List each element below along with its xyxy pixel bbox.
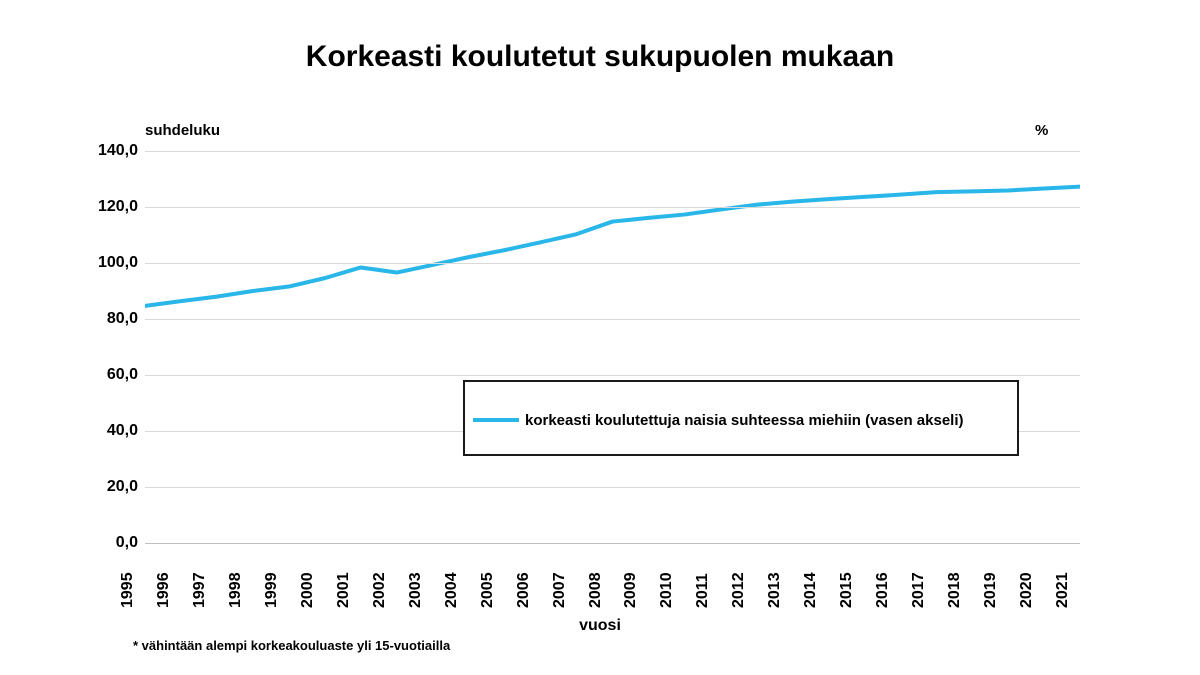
x-axis-tick-label: 2009 (622, 572, 640, 608)
y-axis-tick-label: 80,0 (106, 310, 138, 327)
x-axis-tick-label: 2007 (550, 572, 568, 608)
x-axis-tick-label: 1996 (154, 572, 172, 608)
x-axis-tick-label: 2001 (334, 572, 352, 608)
chart-footnote: * vähintään alempi korkeakouluaste yli 15-vuotiailla (133, 638, 451, 653)
gridline (145, 263, 1080, 264)
x-axis-tick-label: 2003 (406, 572, 424, 608)
x-axis-title: vuosi (579, 617, 621, 634)
y-axis-tick-label: 20,0 (106, 478, 138, 495)
x-axis-tick-label: 2002 (370, 572, 388, 608)
x-axis-tick-label: 2021 (1054, 572, 1071, 608)
x-axis-tick-label: 2015 (838, 572, 856, 608)
y-axis-tick-label: 100,0 (97, 254, 138, 271)
legend-color-swatch (473, 418, 519, 422)
gridline (145, 151, 1080, 152)
plot-area (145, 151, 1080, 543)
x-axis-tick-label: 2008 (586, 572, 604, 608)
gridline (145, 487, 1080, 488)
page-title: Korkeasti koulutetut sukupuolen mukaan (305, 40, 895, 73)
x-axis-tick-label: 1999 (262, 572, 280, 608)
line-series-svg (145, 151, 1080, 543)
x-axis-tick-label: 2019 (982, 572, 1000, 608)
gridline (145, 375, 1080, 376)
x-axis-tick-label: 2018 (946, 572, 964, 608)
x-axis-tick-label: 1995 (119, 572, 136, 608)
x-axis-tick-label: 2017 (910, 572, 928, 608)
x-axis-tick-label: 2010 (658, 572, 676, 608)
x-axis-tick-label: 2013 (766, 572, 784, 608)
x-axis-tick-label: 2014 (802, 572, 820, 608)
y-axis-title-left: suhdeluku (145, 122, 221, 139)
y-axis-tick-label: 40,0 (106, 422, 138, 439)
y-axis-tick-label: 140,0 (97, 142, 138, 159)
legend-item (473, 409, 964, 431)
x-axis-tick-label: 2005 (478, 572, 496, 608)
x-axis-tick-label: 1997 (190, 572, 208, 608)
gridline (145, 319, 1080, 320)
y-axis-tick-label: 120,0 (97, 198, 138, 215)
x-axis-tick-label: 1998 (226, 572, 244, 608)
legend-label: korkeasti koulutettuja naisia suhteessa miehiin (vasen akseli) (525, 411, 964, 429)
x-axis-tick-label: 2006 (514, 572, 532, 608)
y-axis-tick-label: 60,0 (106, 366, 138, 383)
x-axis-tick-label: 2000 (298, 572, 316, 608)
x-axis-baseline (145, 543, 1080, 544)
y-axis-title-right: % (1035, 122, 1049, 139)
x-axis-tick-label: 2020 (1018, 572, 1036, 608)
gridline (145, 207, 1080, 208)
x-axis-tick-label: 2011 (694, 573, 712, 608)
chart-legend (463, 380, 1019, 456)
x-axis-tick-label: 2016 (874, 572, 892, 608)
x-axis-tick-label: 2012 (730, 572, 748, 608)
y-axis-tick-label: 0,0 (115, 534, 138, 551)
x-axis-tick-labels (119, 548, 1080, 608)
line-series-path (145, 187, 1080, 306)
x-axis-tick-label: 2004 (442, 572, 460, 608)
